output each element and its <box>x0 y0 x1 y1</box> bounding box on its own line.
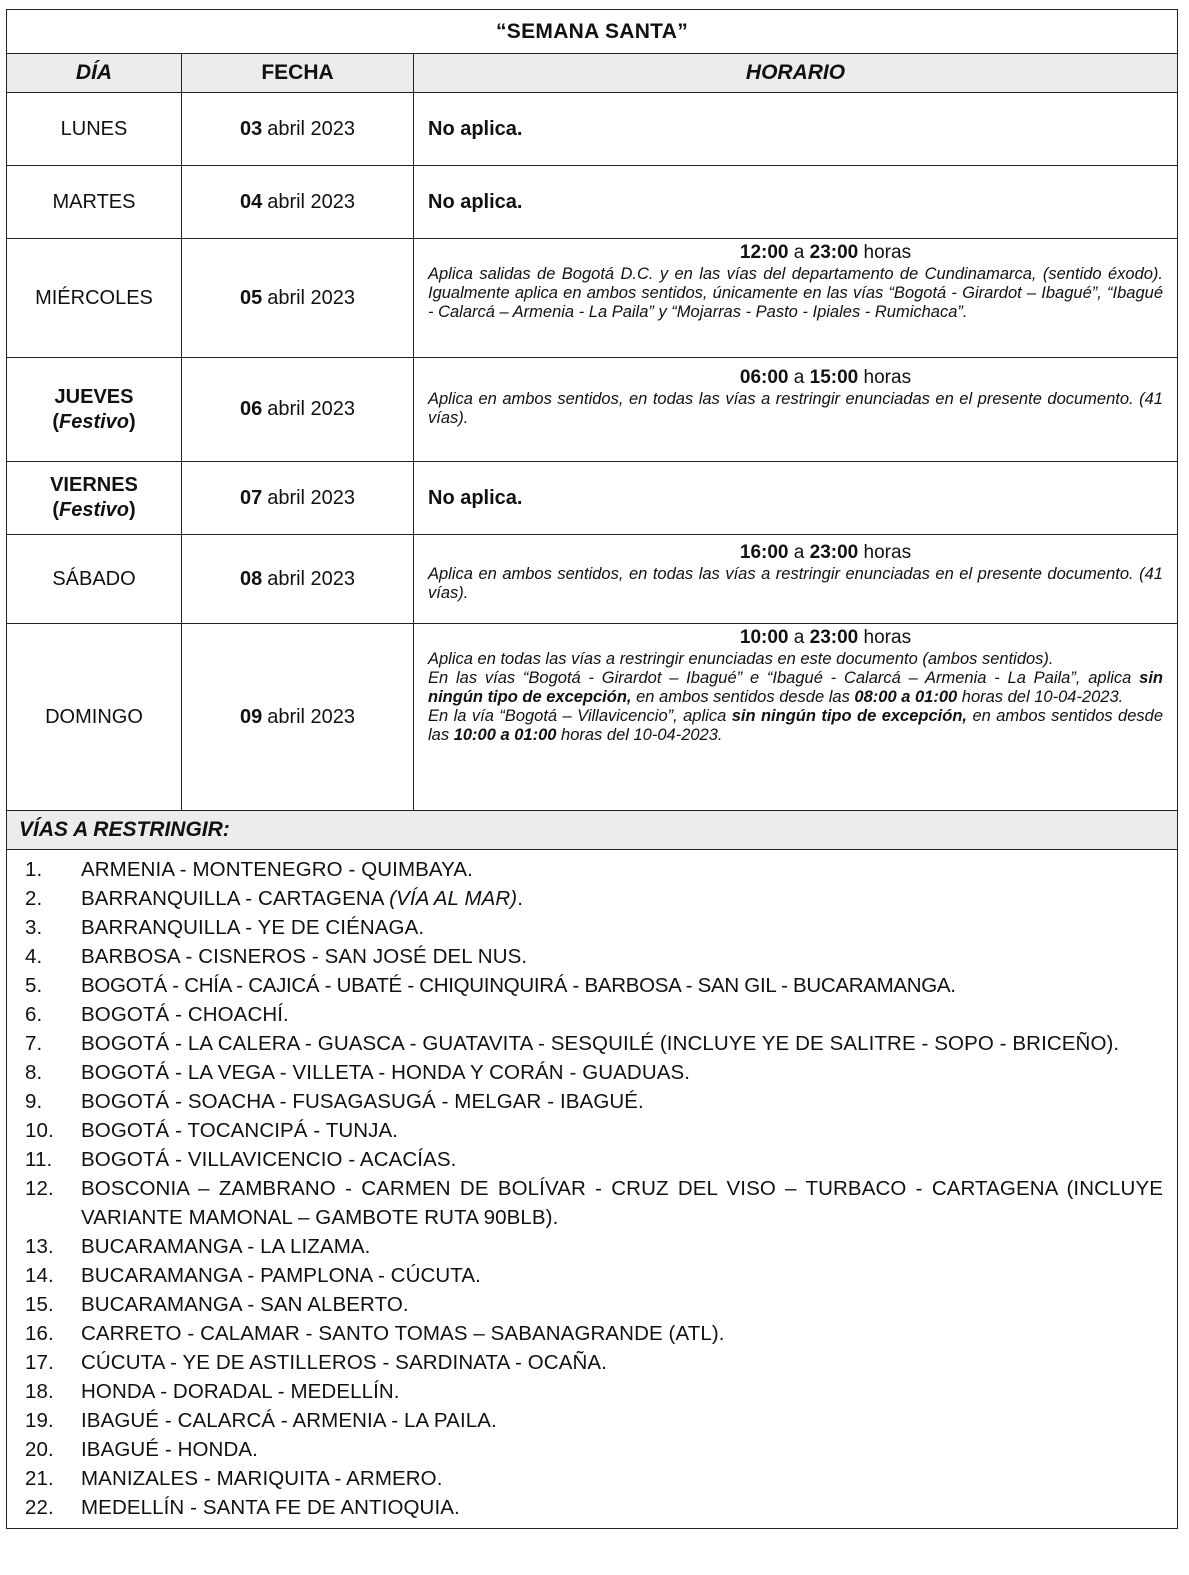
horario-cell: No aplica. <box>428 486 523 509</box>
horario-description: Aplica en ambos sentidos, en todas las vías a restringir enunciadas en el presente documento. (41 vías). <box>428 565 1163 602</box>
date-month-year: abril 2023 <box>267 190 356 213</box>
date-number: 09 <box>239 705 263 728</box>
list-item: 21. MANIZALES - MARIQUITA - ARMERO. <box>25 1467 443 1490</box>
date-cell <box>182 535 414 623</box>
row-domingo <box>7 624 1177 811</box>
date-cell <box>182 358 414 461</box>
date-cell <box>182 239 414 357</box>
time-start: 12:00 <box>739 242 789 263</box>
list-item: 11. BOGOTÁ - VILLAVICENCIO - ACACÍAS. <box>25 1148 457 1171</box>
list-item: 3. BARRANQUILLA - YE DE CIÉNAGA. <box>25 916 425 939</box>
day-cell <box>7 535 182 623</box>
date-number: 05 <box>239 286 263 309</box>
time-unit: horas <box>863 542 912 563</box>
time-range <box>428 241 1163 265</box>
list-item: 22. MEDELLÍN - SANTA FE DE ANTIOQUIA. <box>25 1496 460 1519</box>
list-item: 14. BUCARAMANGA - PAMPLONA - CÚCUTA. <box>25 1264 481 1287</box>
time-range <box>428 626 1163 650</box>
list-item: 19. IBAGUÉ - CALARCÁ - ARMENIA - LA PAILA. <box>25 1409 497 1432</box>
time-end: 23:00 <box>809 627 859 648</box>
time-a: a <box>793 627 805 648</box>
time-unit: horas <box>863 367 912 388</box>
day-cell <box>7 624 182 810</box>
date-cell <box>182 462 414 534</box>
vias-header: VÍAS A RESTRINGIR: <box>7 811 1177 850</box>
time-start: 06:00 <box>739 367 789 388</box>
horario-cell <box>414 624 1177 810</box>
list-item: 1. ARMENIA - MONTENEGRO - QUIMBAYA. <box>25 858 473 881</box>
date-cell <box>182 624 414 810</box>
row-martes <box>7 166 1177 239</box>
semana-santa-table <box>6 9 1178 1529</box>
day-cell <box>7 93 182 165</box>
horario-cell: No aplica. <box>428 117 523 140</box>
list-item: 18. HONDA - DORADAL - MEDELLÍN. <box>25 1380 400 1403</box>
list-item: 10. BOGOTÁ - TOCANCIPÁ - TUNJA. <box>25 1119 399 1142</box>
table-title: “SEMANA SANTA” <box>7 10 1177 54</box>
time-start: 10:00 <box>739 627 789 648</box>
horario-description-3: En la vía “Bogotá – Villavicencio”, aplica sin ningún tipo de excepción, en ambos sentidos desde las 10:00 a 01:00 horas del 10-04-2023. <box>428 707 1164 744</box>
header-dia: DÍA <box>7 54 182 92</box>
time-unit: horas <box>863 627 912 648</box>
list-item: 12. BOSCONIA – ZAMBRANO - CARMEN DE BOLÍVAR - CRUZ DEL VISO – TURBACO - CARTAGENA (INCLUYE VARIANTE MAMONAL – GAMBOTE RUTA 90BLB). <box>25 1177 1163 1229</box>
day-name: MIÉRCOLES <box>35 286 153 309</box>
list-item: 20. IBAGUÉ - HONDA. <box>25 1438 258 1461</box>
date-month-year: abril 2023 <box>267 398 356 420</box>
time-range <box>428 541 1163 565</box>
list-item: 5. BOGOTÁ - CHÍA - CAJICÁ - UBATÉ - CHIQUINQUIRÁ - BARBOSA - SAN GIL - BUCARAMANGA. <box>25 974 956 997</box>
date-number: 08 <box>239 567 263 590</box>
time-end: 23:00 <box>809 542 859 563</box>
header-fecha: FECHA <box>182 54 414 92</box>
date-cell <box>182 93 414 165</box>
horario-cell <box>414 239 1177 357</box>
row-viernes <box>7 462 1177 535</box>
list-item: 13. BUCARAMANGA - LA LIZAMA. <box>25 1235 371 1258</box>
date-month-year: abril 2023 <box>267 567 356 590</box>
day-name: SÁBADO <box>52 567 136 590</box>
list-item: 2. BARRANQUILLA - CARTAGENA (VÍA AL MAR). <box>25 887 524 910</box>
row-miercoles <box>7 239 1177 358</box>
day-cell <box>7 166 182 238</box>
time-a: a <box>793 242 805 263</box>
day-name: DOMINGO <box>45 705 143 728</box>
time-a: a <box>793 367 805 388</box>
horario-description-1: Aplica en todas las vías a restringir enunciadas en este documento (ambos sentidos). <box>428 650 1054 668</box>
day-name: LUNES <box>60 117 128 140</box>
row-lunes <box>7 93 1177 166</box>
time-end: 23:00 <box>809 242 859 263</box>
date-number: 04 <box>239 190 263 213</box>
day-name: MARTES <box>52 190 136 213</box>
list-item: 17. CÚCUTA - YE DE ASTILLEROS - SARDINATA - OCAÑA. <box>25 1351 607 1374</box>
row-jueves <box>7 358 1177 462</box>
date-cell <box>182 166 414 238</box>
vias-list <box>7 850 1177 1528</box>
time-end: 15:00 <box>809 367 859 388</box>
time-start: 16:00 <box>739 542 789 563</box>
list-item: 7. BOGOTÁ - LA CALERA - GUASCA - GUATAVITA - SESQUILÉ (INCLUYE YE DE SALITRE - SOPO - BRICEÑO). <box>25 1032 1120 1055</box>
time-unit: horas <box>863 242 912 263</box>
horario-description-2: En las vías “Bogotá - Girardot – Ibagué” e “Ibagué - Calarcá – Armenia - La Paila”, aplica sin ningún tipo de excepción, en ambos sentidos desde las 08:00 a 01:00 horas del 10-04-2023. <box>428 669 1163 706</box>
list-item: 15. BUCARAMANGA - SAN ALBERTO. <box>25 1293 409 1316</box>
day-name: VIERNES <box>50 474 138 496</box>
festivo-label: (Festivo) <box>52 410 136 433</box>
time-a: a <box>793 542 805 563</box>
date-number: 07 <box>239 486 263 509</box>
time-range <box>428 366 1163 390</box>
horario-description: Aplica en ambos sentidos, en todas las vías a restringir enunciadas en el presente documento. (41 vías). <box>428 390 1163 427</box>
header-horario: HORARIO <box>745 61 846 84</box>
date-number: 03 <box>239 117 263 140</box>
list-item: 9. BOGOTÁ - SOACHA - FUSAGASUGÁ - MELGAR - IBAGUÉ. <box>25 1090 644 1113</box>
list-item: 8. BOGOTÁ - LA VEGA - VILLETA - HONDA Y CORÁN - GUADUAS. <box>25 1061 691 1084</box>
list-item: 6. BOGOTÁ - CHOACHÍ. <box>25 1003 289 1026</box>
date-month-year: abril 2023 <box>267 486 356 509</box>
list-item: 16. CARRETO - CALAMAR - SANTO TOMAS – SABANAGRANDE (ATL). <box>25 1322 725 1345</box>
day-cell <box>7 239 182 357</box>
horario-cell <box>414 358 1177 461</box>
day-cell <box>7 358 182 461</box>
day-cell <box>7 462 182 534</box>
date-month-year: abril 2023 <box>267 117 356 140</box>
date-month-year: abril 2023 <box>267 705 356 728</box>
date-month-year: abril 2023 <box>267 286 356 309</box>
day-name: JUEVES <box>54 385 134 408</box>
festivo-label: (Festivo) <box>52 499 136 521</box>
horario-cell: No aplica. <box>428 190 523 213</box>
date-number: 06 <box>239 398 263 420</box>
row-sabado <box>7 535 1177 624</box>
header-row <box>7 54 1177 93</box>
list-item: 4. BARBOSA - CISNEROS - SAN JOSÉ DEL NUS. <box>25 945 528 968</box>
horario-description: Aplica salidas de Bogotá D.C. y en las vías del departamento de Cundinamarca, (sentido éxodo). Igualmente aplica en ambos sentidos, únicamente en las vías “Bogotá - Girardot – Ibagué”, “Ibagué - Calarcá – Armenia - La Paila” y “Mojarras - Pasto - Ipiales - Rumichaca”. <box>428 265 1163 321</box>
horario-cell <box>414 535 1177 623</box>
